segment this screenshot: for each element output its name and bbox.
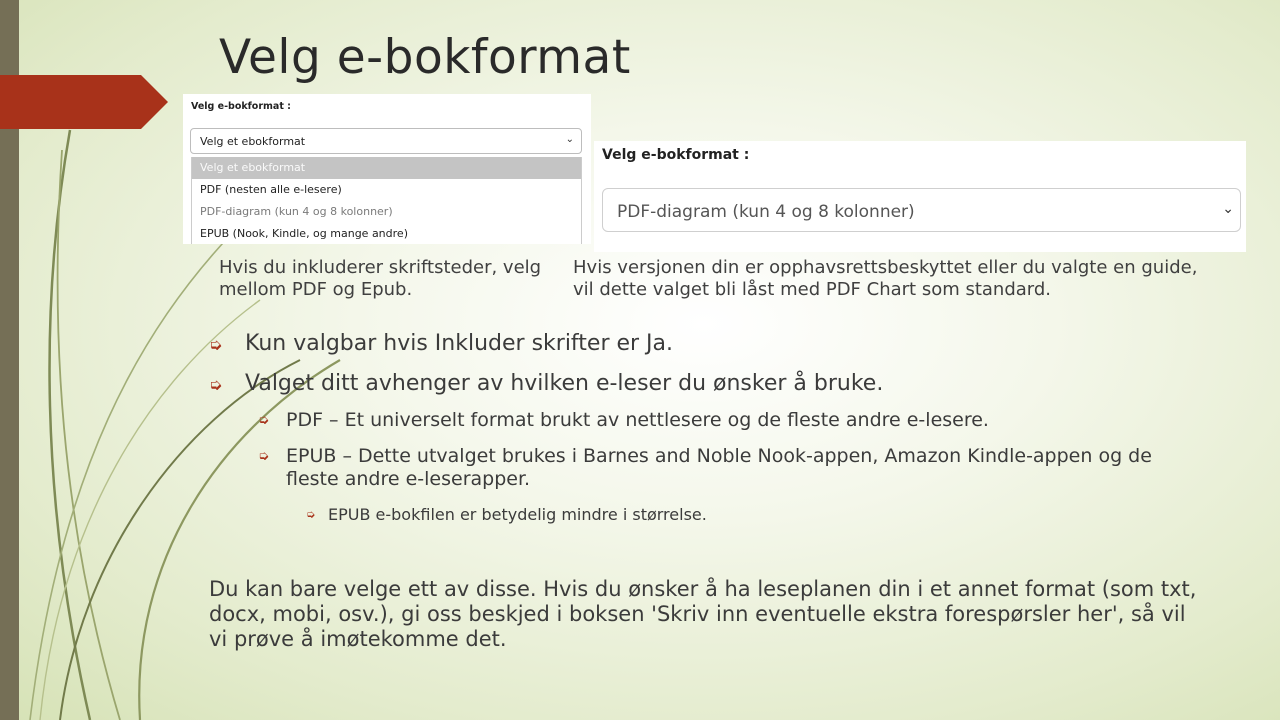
arrow-bullet-icon: ➭ [209, 335, 223, 354]
ebook-format-locked-select[interactable] [602, 188, 1241, 232]
option-choose-format[interactable]: Velg et ebokformat [192, 157, 581, 179]
ebook-format-options-list [191, 157, 582, 244]
bullet-text: PDF – Et universelt format brukt av nettlesere og de fleste andre e-lesere. [286, 409, 989, 431]
option-epub[interactable]: EPUB (Nook, Kindle, og mange andre) [200, 227, 408, 240]
ebook-format-dropdown-screenshot [183, 94, 591, 244]
format-note: Du kan bare velge ett av disse. Hvis du ønsker å ha leseplanen din i et annet format (som txt, docx, mobi, osv.), gi oss beskjed i boksen 'Skriv inn eventuelle ekstra forespørsler her', så vil vi prøve å imøtekomme det. [209, 577, 1197, 651]
bullet-text: EPUB – Dette utvalget brukes i Barnes and Noble Nook-appen, Amazon Kindle-appen og de fleste andre e-leserapper. [286, 445, 1152, 490]
option-pdf-chart[interactable]: PDF-diagram (kun 4 og 8 kolonner) [200, 205, 393, 218]
select-value: Velg et ebokformat [200, 135, 306, 148]
caption-scriptures: Hvis du inkluderer skriftsteder, velg mellom PDF og Epub. [219, 257, 542, 300]
arrow-bullet-icon: ➭ [258, 413, 269, 428]
select-value: PDF-diagram (kun 4 og 8 kolonner) [617, 202, 915, 222]
bullet-text: EPUB e-bokfilen er betydelig mindre i størrelse. [328, 505, 707, 524]
ebook-format-select[interactable] [190, 128, 582, 154]
bullet-text: Valget ditt avhenger av hvilken e-leser du ønsker å bruke. [245, 371, 884, 396]
ebook-format-label: Velg e-bokformat : [602, 147, 750, 163]
arrow-bullet-icon: ➭ [258, 449, 269, 464]
caption-locked: Hvis versjonen din er opphavsrettsbeskyttet eller du valgte en guide, vil dette valget bli låst med PDF Chart som standard. [573, 257, 1198, 300]
title-arrow-banner [0, 75, 168, 129]
arrow-bullet-icon: ➭ [306, 508, 316, 521]
chevron-down-icon: ⌄ [565, 134, 574, 145]
option-pdf[interactable]: PDF (nesten alle e-lesere) [200, 183, 342, 196]
bullet-text: Kun valgbar hvis Inkluder skrifter er Ja. [245, 331, 674, 356]
ebook-format-locked-screenshot [594, 141, 1246, 252]
chevron-down-icon: ⌄ [1222, 201, 1234, 217]
arrow-bullet-icon: ➭ [209, 375, 223, 394]
ebook-format-label: Velg e-bokformat : [191, 101, 291, 112]
page-title: Velg e-bokformat [219, 30, 631, 85]
